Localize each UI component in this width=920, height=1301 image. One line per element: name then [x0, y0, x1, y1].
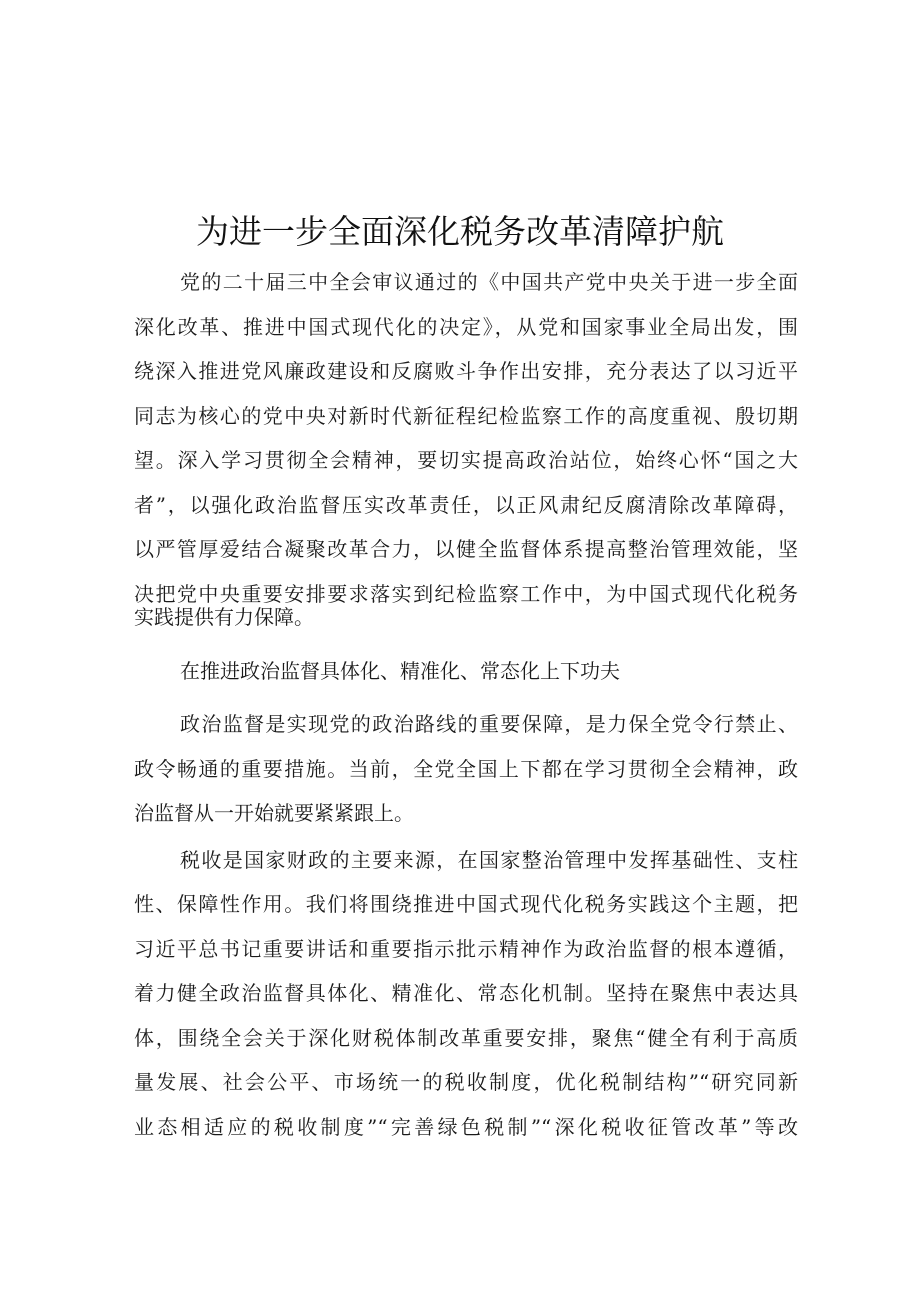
paragraph-2-line-3: 治监督从一开始就要紧紧跟上。: [134, 801, 414, 825]
paragraph-1-line-5: 望。深入学习贯彻全会精神，要切实提高政治站位，始终心怀“国之大: [134, 448, 798, 472]
paragraph-2-line-2: 政令畅通的重要措施。当前，全党全国上下都在学习贯彻全会精神，政: [134, 757, 798, 781]
section-heading: 在推进政治监督具体化、精准化、常态化上下功夫: [180, 659, 620, 683]
paragraph-1-line-8: 决把党中央重要安排要求落实到纪检监察工作中，为中国式现代化税务: [134, 582, 798, 606]
paragraph-1-line-3: 绕深入推进党风廉政建设和反腐败斗争作出安排，充分表达了以习近平: [134, 359, 798, 383]
paragraph-3-line-3: 习近平总书记重要讲话和重要指示批示精神作为政治监督的根本遵循，: [134, 937, 798, 961]
paragraph-1-line-4: 同志为核心的党中央对新时代新征程纪检监察工作的高度重视、殷切期: [134, 404, 798, 428]
paragraph-1-line-7: 以严管厚爱结合凝聚改革合力，以健全监督体系提高整治管理效能，坚: [134, 537, 798, 561]
paragraph-1-line-2: 深化改革、推进中国式现代化的决定》，从党和国家事业全局出发，围: [134, 315, 798, 339]
paragraph-1-line-1: 党的二十届三中全会审议通过的《中国共产党中央关于进一步全面: [180, 270, 798, 294]
paragraph-3-line-5: 体，围绕全会关于深化财税体制改革重要安排，聚焦“健全有利于高质: [134, 1026, 798, 1050]
paragraph-2-line-1: 政治监督是实现党的政治路线的重要保障，是力保全党令行禁止、: [180, 712, 798, 736]
paragraph-1-line-6: 者”，以强化政治监督压实改革责任，以正风肃纪反腐清除改革障碍，: [134, 493, 798, 517]
paragraph-1-line-9: 实践提供有力保障。: [134, 605, 314, 629]
document-title: 为进一步全面深化税务改革清障护航: [196, 212, 724, 251]
paragraph-3-line-1: 税收是国家财政的主要来源，在国家整治管理中发挥基础性、支柱: [180, 848, 798, 872]
paragraph-3-line-6: 量发展、社会公平、市场统一的税收制度，优化税制结构”“研究同新: [134, 1070, 798, 1094]
paragraph-3-line-4: 着力健全政治监督具体化、精准化、常态化机制。坚持在聚焦中表达具: [134, 981, 798, 1005]
paragraph-3-line-7: 业态相适应的税收制度”“完善绿色税制”“深化税收征管改革”等改: [134, 1115, 798, 1139]
paragraph-3-line-2: 性、保障性作用。我们将围绕推进中国式现代化税务实践这个主题，把: [134, 892, 798, 916]
